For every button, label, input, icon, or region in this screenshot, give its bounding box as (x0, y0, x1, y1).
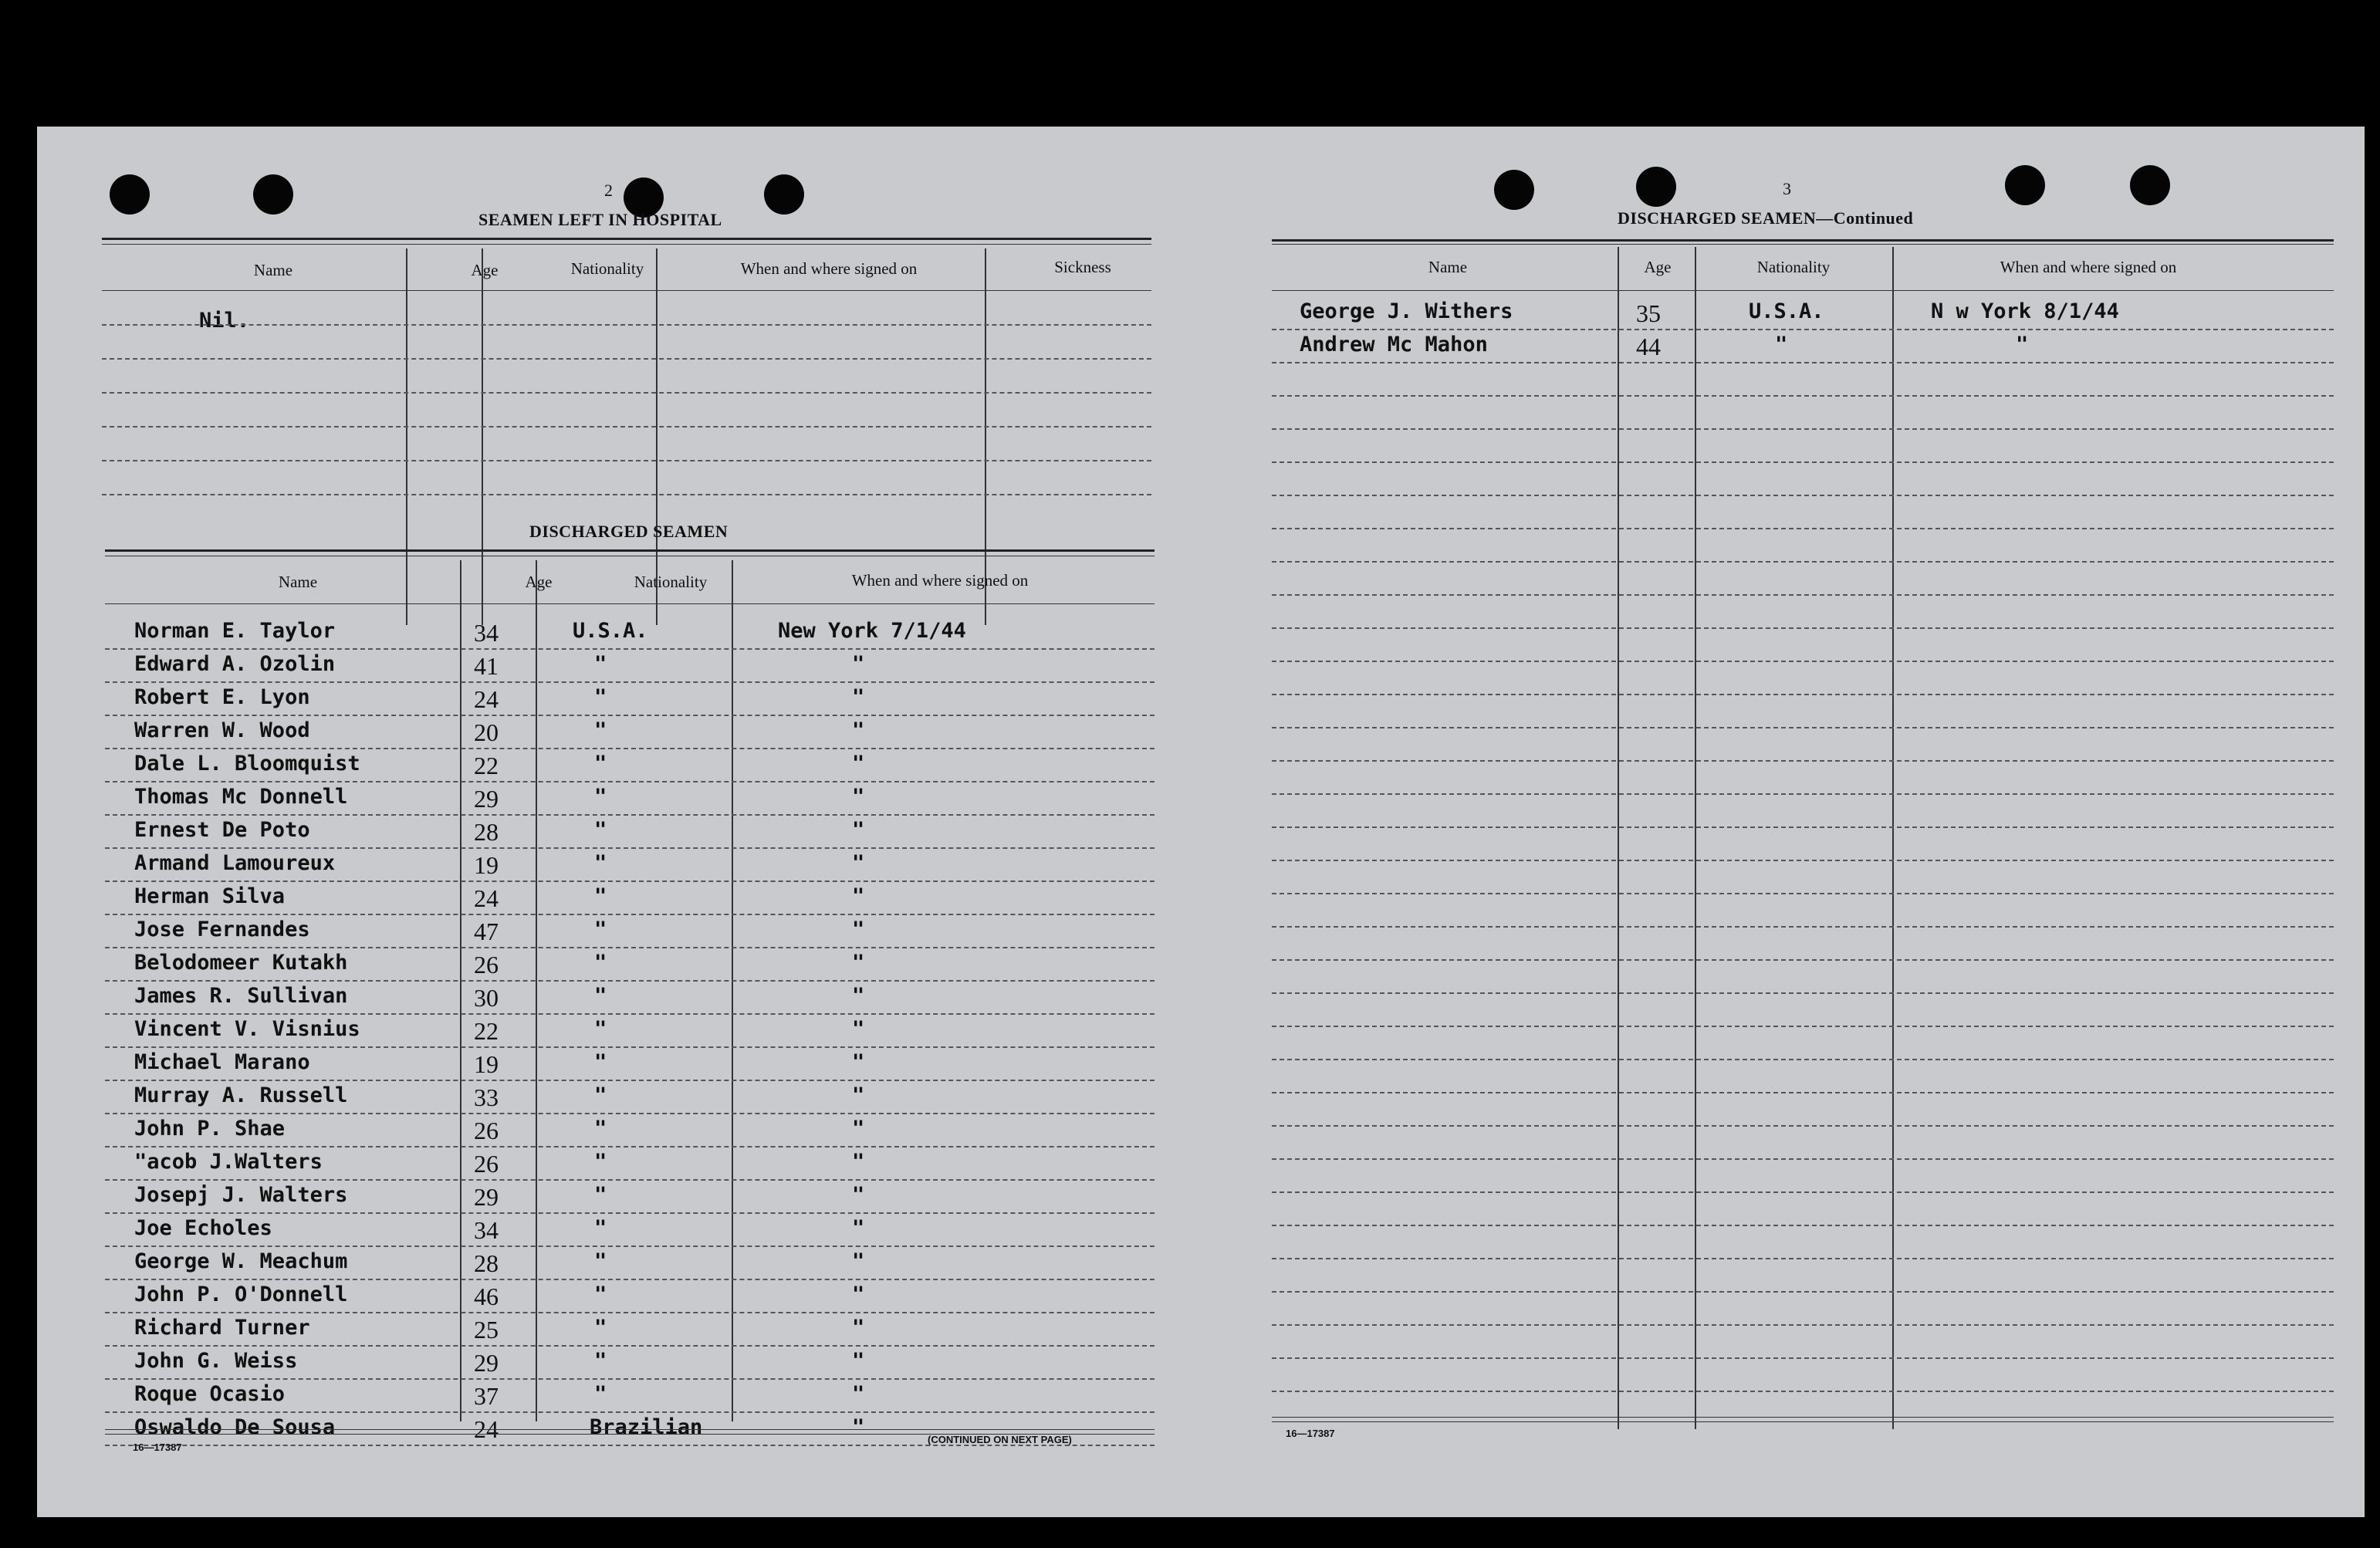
row-line (105, 880, 1155, 882)
seaman-age: 28 (474, 818, 499, 846)
seaman-nationality: " (594, 884, 607, 908)
right-header-nationality: Nationality (1756, 258, 1831, 276)
column-line (1618, 247, 1619, 1429)
seaman-signed-on: " (852, 1083, 865, 1107)
row-line (1272, 826, 2334, 828)
seaman-name: "acob J.Walters (134, 1150, 323, 1174)
rule (105, 603, 1155, 604)
row-line (1272, 992, 2334, 994)
seaman-name: John P. O'Donnell (134, 1283, 348, 1306)
row-line (1272, 1291, 2334, 1293)
seaman-nationality: " (594, 1017, 607, 1041)
row-line (1272, 760, 2334, 762)
row-line (1272, 1357, 2334, 1359)
row-line (105, 980, 1155, 982)
row-line (1272, 1026, 2334, 1027)
seaman-name: James R. Sullivan (134, 984, 348, 1008)
seaman-age: 19 (474, 851, 499, 879)
continued-title: DISCHARGED SEAMEN—Continued (1618, 208, 1914, 228)
row-line (105, 748, 1155, 749)
column-line (1892, 247, 1894, 1429)
rule (1272, 239, 2334, 242)
seaman-signed-on: " (852, 1415, 865, 1439)
seaman-nationality: " (594, 1183, 607, 1207)
seaman-signed-on: " (852, 1117, 865, 1141)
seaman-signed-on: " (852, 1316, 865, 1340)
row-line (105, 814, 1155, 816)
hospital-header-nationality: Nationality (570, 259, 644, 278)
seaman-name: Josepj J. Walters (134, 1183, 348, 1207)
row-line (1272, 329, 2334, 330)
seaman-signed-on: " (2016, 333, 2029, 357)
seaman-name: Michael Marano (134, 1050, 310, 1074)
seaman-name: Oswaldo De Sousa (134, 1415, 336, 1439)
seaman-name: Andrew Mc Mahon (1300, 333, 1488, 357)
seaman-age: 26 (474, 1117, 499, 1144)
seaman-name: Roque Ocasio (134, 1382, 286, 1406)
row-line (1272, 627, 2334, 629)
left-page (37, 127, 1222, 1517)
rule (102, 244, 1151, 245)
column-line (985, 248, 986, 625)
seaman-signed-on: N w York 8/1/44 (1931, 299, 2119, 323)
row-line (1272, 893, 2334, 894)
seaman-age: 37 (474, 1382, 499, 1410)
seaman-name: Joe Echoles (134, 1216, 272, 1240)
row-line (1272, 461, 2334, 463)
seaman-age: 24 (474, 884, 499, 912)
rule (1272, 290, 2334, 291)
rule (1272, 1417, 2334, 1418)
row-line (1272, 495, 2334, 496)
punch-hole (2005, 165, 2045, 205)
seaman-age: 34 (474, 619, 499, 647)
row-line (1272, 959, 2334, 961)
seaman-signed-on: " (852, 1150, 865, 1174)
row-line (1272, 1191, 2334, 1193)
row-line (1272, 661, 2334, 662)
seaman-age: 41 (474, 652, 499, 680)
row-line (1272, 694, 2334, 695)
seaman-signed-on: New York 7/1/44 (778, 619, 966, 643)
seaman-age: 33 (474, 1083, 499, 1111)
page-number: 3 (1783, 179, 1791, 198)
form-number: 16—17387 (1286, 1428, 1335, 1439)
seaman-nationality: " (594, 652, 607, 676)
row-line (105, 781, 1155, 782)
rule (1272, 244, 2334, 245)
seaman-signed-on: " (852, 1349, 865, 1373)
column-line (656, 248, 658, 625)
seaman-signed-on: " (852, 1017, 865, 1041)
row-line (1272, 1125, 2334, 1127)
row-line (105, 1113, 1155, 1114)
seaman-name: Dale L. Bloomquist (134, 752, 360, 776)
seaman-nationality: " (594, 818, 607, 842)
seaman-age: 44 (1636, 333, 1661, 360)
seaman-signed-on: " (852, 785, 865, 809)
row-line (1272, 362, 2334, 363)
row-line (105, 715, 1155, 716)
row-line (105, 1212, 1155, 1214)
seaman-age: 24 (474, 1415, 499, 1443)
seaman-signed-on: " (852, 1382, 865, 1406)
seaman-nationality: " (594, 1117, 607, 1141)
seaman-signed-on: " (852, 884, 865, 908)
seaman-signed-on: " (852, 718, 865, 742)
seaman-nationality: " (594, 1150, 607, 1174)
seaman-age: 26 (474, 951, 499, 978)
seaman-name: Edward A. Ozolin (134, 652, 336, 676)
seaman-signed-on: " (852, 1216, 865, 1240)
seaman-name: Richard Turner (134, 1316, 310, 1340)
seaman-signed-on: " (852, 652, 865, 676)
seaman-name: Jose Fernandes (134, 918, 310, 941)
row-line (1272, 1324, 2334, 1326)
seaman-signed-on: " (852, 1050, 865, 1074)
row-line (105, 1279, 1155, 1280)
seaman-signed-on: " (852, 951, 865, 975)
row-line (105, 1411, 1155, 1413)
hospital-entry: Nil. (199, 309, 250, 333)
seaman-nationality: " (594, 951, 607, 975)
seaman-signed-on: " (852, 1283, 865, 1306)
seaman-nationality: U.S.A. (573, 619, 648, 643)
seaman-age: 19 (474, 1050, 499, 1078)
seaman-name: Murray A. Russell (134, 1083, 348, 1107)
seaman-nationality: " (594, 1249, 607, 1273)
row-line (102, 392, 1151, 394)
seaman-nationality: " (594, 1316, 607, 1340)
row-line (105, 1312, 1155, 1313)
form-number: 16—17387 (133, 1442, 182, 1453)
seaman-name: Armand Lamoureux (134, 851, 336, 875)
row-line (1272, 594, 2334, 596)
seaman-signed-on: " (852, 818, 865, 842)
seaman-nationality: " (1775, 333, 1788, 357)
seaman-nationality: " (594, 718, 607, 742)
punch-hole (110, 174, 150, 215)
seaman-age: 46 (474, 1283, 499, 1310)
row-line (105, 1179, 1155, 1181)
discharged-header-signed: When and where signed on (851, 571, 1029, 590)
hospital-header-age: Age (471, 261, 499, 279)
seaman-name: Robert E. Lyon (134, 685, 310, 709)
seaman-name: Thomas Mc Donnell (134, 785, 348, 809)
rule (105, 549, 1155, 552)
row-line (105, 1013, 1155, 1015)
hospital-header-signed: When and where signed on (740, 259, 918, 278)
row-line (1272, 793, 2334, 795)
seaman-age: 22 (474, 1017, 499, 1045)
column-line (406, 248, 407, 625)
seaman-name: Ernest De Poto (134, 818, 310, 842)
seaman-name: George W. Meachum (134, 1249, 348, 1273)
continued-note: (CONTINUED ON NEXT PAGE) (928, 1434, 1072, 1445)
seaman-age: 29 (474, 1183, 499, 1211)
seaman-name: Herman Silva (134, 884, 286, 908)
seaman-nationality: " (594, 1216, 607, 1240)
discharged-header-nationality: Nationality (634, 573, 708, 591)
seaman-nationality: " (594, 752, 607, 776)
seaman-name: George J. Withers (1300, 299, 1513, 323)
row-line (1272, 395, 2334, 397)
row-line (105, 1345, 1155, 1347)
punch-hole (1636, 167, 1676, 207)
seaman-name: Warren W. Wood (134, 718, 310, 742)
seaman-age: 30 (474, 984, 499, 1012)
seaman-nationality: " (594, 984, 607, 1008)
discharged-header-name: Name (278, 573, 318, 591)
hospital-header-sickness: Sickness (1054, 258, 1111, 276)
row-line (1272, 561, 2334, 563)
page-number: 2 (604, 181, 613, 200)
column-line (732, 560, 733, 1421)
row-line (105, 914, 1155, 915)
row-line (102, 324, 1151, 326)
seaman-age: 26 (474, 1150, 499, 1178)
seaman-age: 20 (474, 718, 499, 746)
seaman-name: John G. Weiss (134, 1349, 298, 1373)
seaman-age: 25 (474, 1316, 499, 1344)
right-header-signed: When and where signed on (2000, 258, 2177, 276)
row-line (102, 426, 1151, 428)
seaman-nationality: " (594, 1382, 607, 1406)
row-line (1272, 1258, 2334, 1259)
seaman-age: 47 (474, 918, 499, 945)
punch-hole (253, 174, 293, 215)
seaman-nationality: " (594, 1349, 607, 1373)
row-line (105, 1378, 1155, 1380)
row-line (102, 460, 1151, 461)
row-line (105, 1046, 1155, 1048)
seaman-name: Belodomeer Kutakh (134, 951, 348, 975)
punch-hole (764, 174, 804, 215)
row-line (105, 1245, 1155, 1247)
seaman-signed-on: " (852, 752, 865, 776)
discharged-title: DISCHARGED SEAMEN (529, 522, 729, 541)
seaman-nationality: " (594, 1050, 607, 1074)
discharged-header-age: Age (525, 573, 553, 591)
hospital-header-name: Name (253, 261, 293, 279)
seaman-signed-on: " (852, 1249, 865, 1273)
row-line (1272, 1391, 2334, 1392)
seaman-age: 35 (1636, 299, 1661, 327)
row-line (1272, 528, 2334, 529)
punch-hole (2130, 165, 2170, 205)
row-line (1272, 860, 2334, 861)
seaman-age: 28 (474, 1249, 499, 1277)
row-line (102, 358, 1151, 360)
right-header-age: Age (1644, 258, 1672, 276)
rule (102, 290, 1151, 291)
seaman-signed-on: " (852, 1183, 865, 1207)
seaman-age: 29 (474, 1349, 499, 1377)
seaman-signed-on: " (852, 984, 865, 1008)
seaman-nationality: Brazilian (590, 1415, 703, 1439)
seaman-nationality: " (594, 785, 607, 809)
seaman-age: 22 (474, 752, 499, 779)
row-line (105, 947, 1155, 948)
column-line (482, 248, 483, 625)
seaman-nationality: " (594, 685, 607, 709)
seaman-age: 24 (474, 685, 499, 713)
punch-hole (1494, 170, 1534, 210)
right-page (1213, 127, 2365, 1517)
column-line (460, 560, 461, 1421)
seaman-nationality: " (594, 1283, 607, 1306)
row-line (102, 494, 1151, 495)
seaman-age: 34 (474, 1216, 499, 1244)
rule (1272, 1421, 2334, 1422)
row-line (1272, 1158, 2334, 1160)
right-header-name: Name (1428, 258, 1468, 276)
column-line (1695, 247, 1696, 1429)
seaman-age: 29 (474, 785, 499, 813)
row-line (1272, 926, 2334, 928)
seaman-nationality: " (594, 1083, 607, 1107)
row-line (105, 847, 1155, 849)
rule (105, 1429, 1155, 1430)
row-line (105, 1146, 1155, 1147)
seaman-signed-on: " (852, 918, 865, 941)
seaman-signed-on: " (852, 685, 865, 709)
seaman-nationality: " (594, 851, 607, 875)
seaman-name: Norman E. Taylor (134, 619, 336, 643)
row-line (105, 681, 1155, 683)
seaman-name: Vincent V. Visnius (134, 1017, 360, 1041)
row-line (1272, 727, 2334, 728)
row-line (105, 1080, 1155, 1081)
column-line (536, 560, 537, 1421)
seaman-nationality: U.S.A. (1749, 299, 1824, 323)
row-line (1272, 1092, 2334, 1093)
seaman-nationality: " (594, 918, 607, 941)
seaman-signed-on: " (852, 851, 865, 875)
row-line (1272, 1059, 2334, 1060)
rule (102, 238, 1151, 240)
row-line (1272, 428, 2334, 430)
row-line (105, 648, 1155, 650)
row-line (1272, 1225, 2334, 1226)
seaman-name: John P. Shae (134, 1117, 286, 1141)
hospital-title: SEAMEN LEFT IN HOSPITAL (478, 210, 722, 229)
